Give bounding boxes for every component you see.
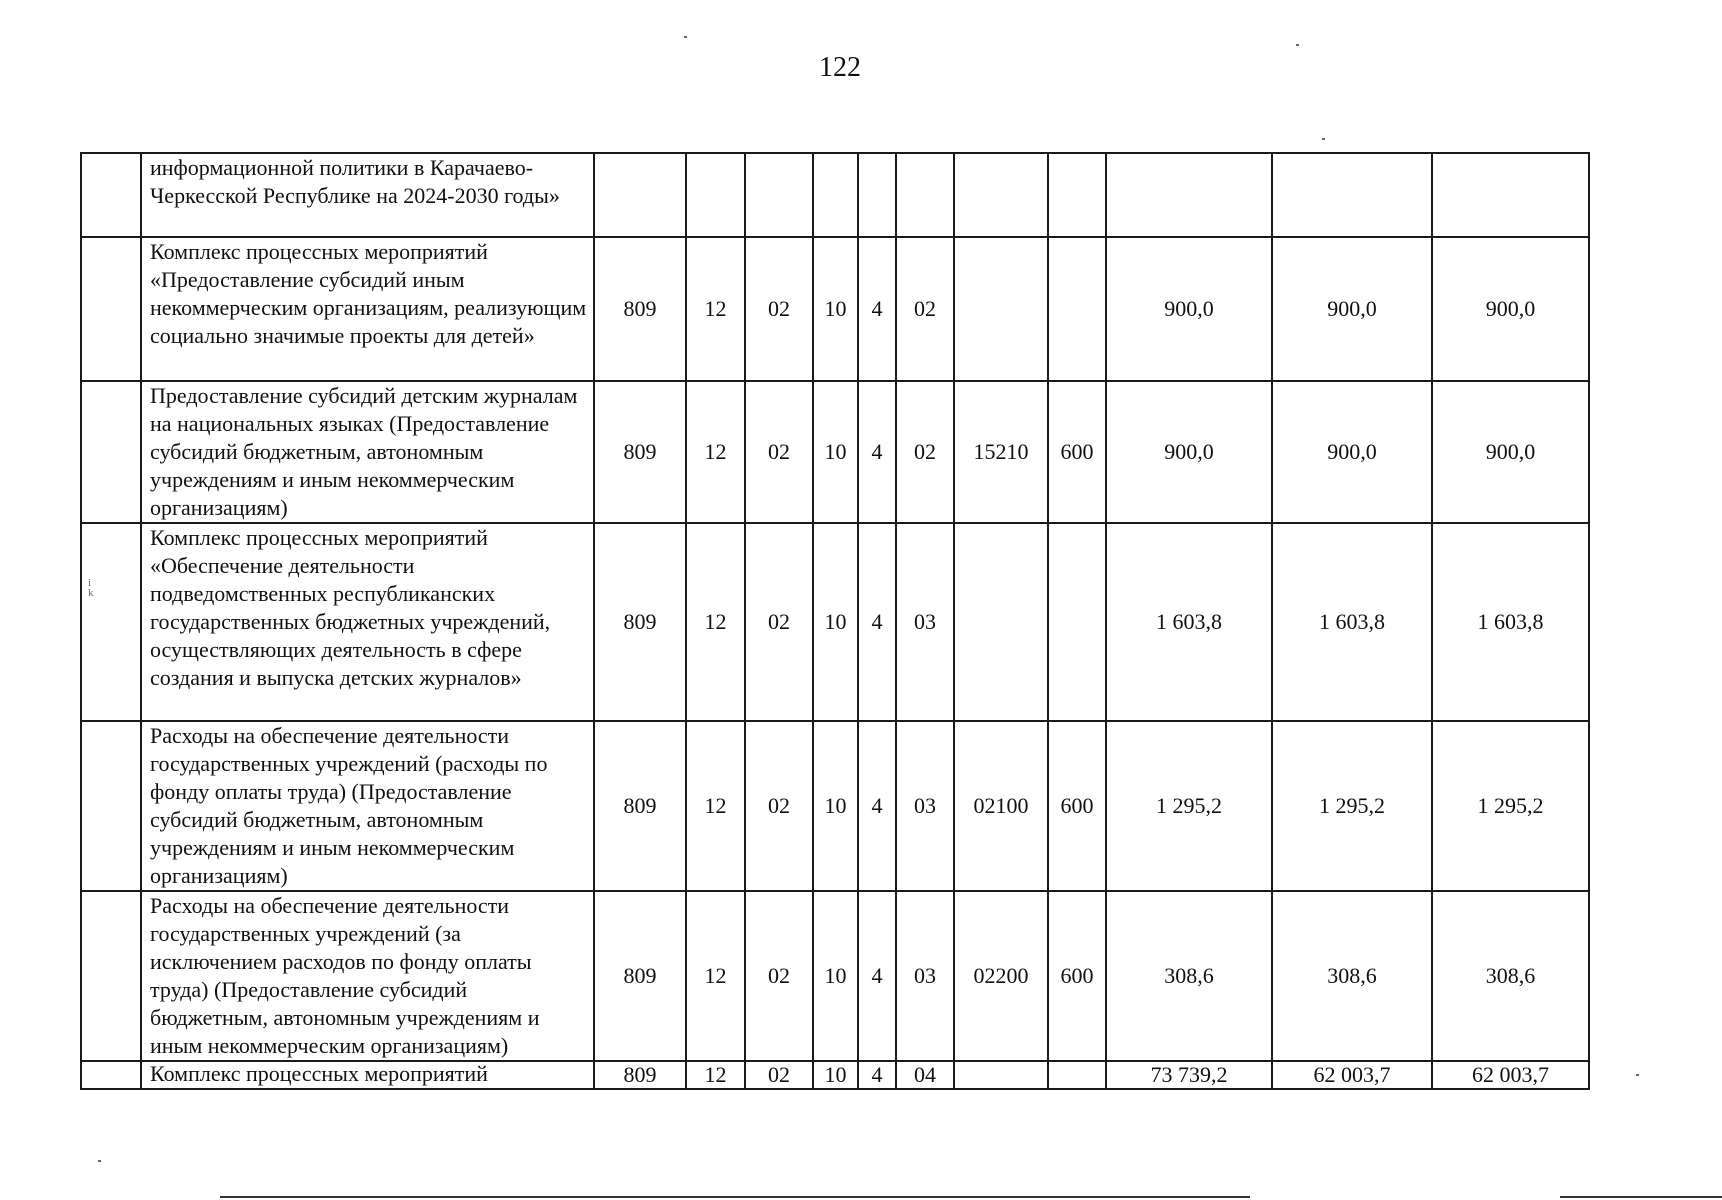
table-row [81, 237, 1589, 381]
amount-year-3-cell: 1 295,2 [1432, 721, 1589, 891]
amount-year-3-cell: 900,0 [1432, 381, 1589, 523]
program-code-cell: 10 [813, 523, 858, 721]
type-code-cell: 4 [858, 1061, 896, 1089]
section-code-cell: 12 [686, 237, 745, 381]
subsection-code-cell: 02 [745, 381, 813, 523]
scan-dot [1322, 138, 1325, 140]
row-number-cell [81, 721, 141, 891]
budget-table [80, 152, 1590, 1090]
amount-year-2-cell: 900,0 [1272, 237, 1432, 381]
direction-code-cell [954, 1061, 1048, 1089]
section-code-cell: 12 [686, 721, 745, 891]
amount-year-1-cell: 900,0 [1106, 237, 1272, 381]
table-row [81, 523, 1589, 721]
amount-year-2-cell: 1 295,2 [1272, 721, 1432, 891]
complex-code-cell: 04 [896, 1061, 954, 1089]
ministry-code-cell [594, 153, 686, 237]
direction-code-cell: 02100 [954, 721, 1048, 891]
subsection-code-cell: 02 [745, 721, 813, 891]
subsection-code-cell: 02 [745, 1061, 813, 1089]
type-code-cell: 4 [858, 237, 896, 381]
expense-type-cell: 600 [1048, 721, 1106, 891]
direction-code-cell [954, 237, 1048, 381]
direction-code-cell: 02200 [954, 891, 1048, 1061]
complex-code-cell: 02 [896, 381, 954, 523]
amount-year-2-cell: 900,0 [1272, 381, 1432, 523]
table-row [81, 381, 1589, 523]
row-number-cell [81, 891, 141, 1061]
expense-type-cell [1048, 237, 1106, 381]
ministry-code-cell: 809 [594, 891, 686, 1061]
expense-type-cell: 600 [1048, 891, 1106, 1061]
amount-year-1-cell: 1 295,2 [1106, 721, 1272, 891]
expense-type-cell: 600 [1048, 381, 1106, 523]
row-name-cell: Комплекс процессных мероприятий «Обеспечение деятельности подведомственных республиканских государственных бюджетных учреждений, осуществляющих деятельность в сфере создания и выпуска детских журналов» [141, 523, 594, 721]
amount-year-2-cell: 62 003,7 [1272, 1061, 1432, 1089]
program-code-cell: 10 [813, 721, 858, 891]
scan-artifact: i k [88, 577, 94, 599]
subsection-code-cell [745, 153, 813, 237]
type-code-cell: 4 [858, 891, 896, 1061]
table-row [81, 1061, 1589, 1089]
amount-year-3-cell: 62 003,7 [1432, 1061, 1589, 1089]
row-number-cell [81, 153, 141, 237]
expense-type-cell [1048, 523, 1106, 721]
ministry-code-cell: 809 [594, 237, 686, 381]
row-number-cell [81, 1061, 141, 1089]
direction-code-cell [954, 153, 1048, 237]
ministry-code-cell: 809 [594, 1061, 686, 1089]
type-code-cell: 4 [858, 381, 896, 523]
scan-dot [1636, 1074, 1639, 1076]
amount-year-2-cell: 308,6 [1272, 891, 1432, 1061]
row-number-cell [81, 381, 141, 523]
direction-code-cell: 15210 [954, 381, 1048, 523]
row-name-cell: Комплекс процессных мероприятий «Предоставление субсидий иным некоммерческим организациям, реализующим социально значимые проекты для детей» [141, 237, 594, 381]
program-code-cell: 10 [813, 237, 858, 381]
direction-code-cell [954, 523, 1048, 721]
table-row [81, 721, 1589, 891]
type-code-cell [858, 153, 896, 237]
section-code-cell [686, 153, 745, 237]
expense-type-cell [1048, 1061, 1106, 1089]
scan-dot [1296, 44, 1299, 46]
amount-year-1-cell: 900,0 [1106, 381, 1272, 523]
amount-year-1-cell: 1 603,8 [1106, 523, 1272, 721]
amount-year-1-cell [1106, 153, 1272, 237]
amount-year-2-cell [1272, 153, 1432, 237]
amount-year-1-cell: 308,6 [1106, 891, 1272, 1061]
subsection-code-cell: 02 [745, 891, 813, 1061]
complex-code-cell: 03 [896, 891, 954, 1061]
amount-year-3-cell: 308,6 [1432, 891, 1589, 1061]
amount-year-3-cell: 900,0 [1432, 237, 1589, 381]
complex-code-cell: 03 [896, 523, 954, 721]
table-row [81, 153, 1589, 237]
row-number-cell [81, 523, 141, 721]
row-number-cell [81, 237, 141, 381]
type-code-cell: 4 [858, 523, 896, 721]
row-name-cell: Предоставление субсидий детским журналам на национальных языках (Предоставление субсидий бюджетным, автономным учреждениям и иным некоммерческим организациям) [141, 381, 594, 523]
row-name-cell: Расходы на обеспечение деятельности государственных учреждений (за исключением расходов по фонду оплаты труда) (Предоставление субсидий бюджетным, автономным учреждениям и иным некоммерческим организациям) [141, 891, 594, 1061]
section-code-cell: 12 [686, 523, 745, 721]
complex-code-cell: 02 [896, 237, 954, 381]
section-code-cell: 12 [686, 381, 745, 523]
program-code-cell: 10 [813, 891, 858, 1061]
subsection-code-cell: 02 [745, 523, 813, 721]
complex-code-cell [896, 153, 954, 237]
expense-type-cell [1048, 153, 1106, 237]
program-code-cell: 10 [813, 381, 858, 523]
bottom-rule [1560, 1196, 1722, 1198]
table-row [81, 891, 1589, 1061]
complex-code-cell: 03 [896, 721, 954, 891]
amount-year-1-cell: 73 739,2 [1106, 1061, 1272, 1089]
scan-dot [684, 36, 687, 38]
amount-year-3-cell: 1 603,8 [1432, 523, 1589, 721]
program-code-cell: 10 [813, 1061, 858, 1089]
amount-year-3-cell [1432, 153, 1589, 237]
section-code-cell: 12 [686, 891, 745, 1061]
subsection-code-cell: 02 [745, 237, 813, 381]
section-code-cell: 12 [686, 1061, 745, 1089]
ministry-code-cell: 809 [594, 381, 686, 523]
bottom-rule [220, 1196, 1250, 1198]
row-name-cell: информационной политики в Карачаево-Черкесской Республике на 2024-2030 годы» [141, 153, 594, 237]
row-name-cell: Расходы на обеспечение деятельности государственных учреждений (расходы по фонду оплаты труда) (Предоставление субсидий бюджетным, автономным учреждениям и иным некоммерческим организациям) [141, 721, 594, 891]
program-code-cell [813, 153, 858, 237]
row-name-cell: Комплекс процессных мероприятий [141, 1061, 594, 1089]
ministry-code-cell: 809 [594, 721, 686, 891]
amount-year-2-cell: 1 603,8 [1272, 523, 1432, 721]
type-code-cell: 4 [858, 721, 896, 891]
page-number: 122 [819, 52, 861, 83]
ministry-code-cell: 809 [594, 523, 686, 721]
scan-dot [98, 1160, 101, 1162]
